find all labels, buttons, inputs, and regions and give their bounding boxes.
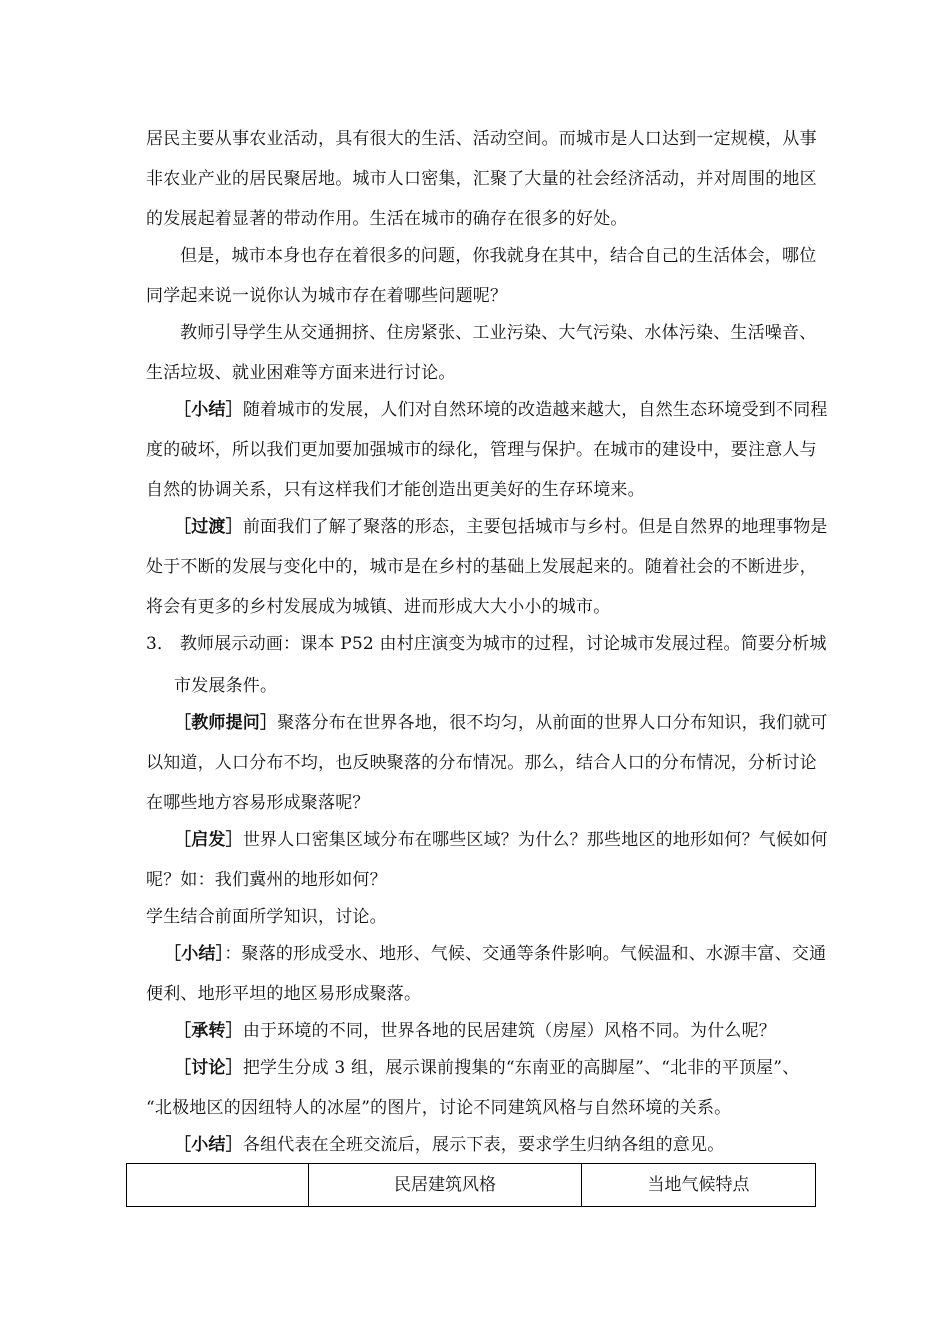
paragraph-line: 便利、地形平坦的地区易形成聚落。 <box>146 984 422 1004</box>
paragraph-line: ［小结］各组代表在全班交流后，展示下表，要求学生归纳各组的意见。 <box>174 1135 725 1155</box>
paragraph-line: 处于不断的发展与变化中的，城市是在乡村的基础上发展起来的。随着社会的不断进步， <box>146 557 817 577</box>
paragraph-line: 自然的协调关系，只有这样我们才能创造出更美好的生存环境来。 <box>146 480 645 500</box>
paragraph-line: 以知道，人口分布不均，也反映聚落的分布情况。那么，结合人口的分布情况，分析讨论 <box>146 753 817 773</box>
paragraph-line: 居民主要从事农业活动，具有很大的生活、活动空间。而城市是人口达到一定规模，从事 <box>146 129 817 149</box>
section-tag: ［小结］ <box>164 944 225 964</box>
paragraph-line: ［教师提问］聚落分布在世界各地，很不均匀，从前面的世界人口分布知识，我们就可 <box>174 713 828 733</box>
paragraph-line: 教师引导学生从交通拥挤、住房紧张、工业污染、大气污染、水体污染、生活噪音、 <box>180 323 817 343</box>
paragraph-line: 学生结合前面所学知识，讨论。 <box>146 907 387 927</box>
paragraph-line: ［过渡］前面我们了解了聚落的形态，主要包括城市与乡村。但是自然界的地理事物是 <box>174 517 828 537</box>
section-tag: ［讨论］ <box>174 1058 243 1078</box>
paragraph-line: 3． 教师展示动画：课本 P52 由村庄演变为城市的过程，讨论城市发展过程。简要分析城 <box>146 634 827 654</box>
paragraph-line: 市发展条件。 <box>174 676 278 696</box>
paragraph-line: 生活垃圾、就业困难等方面来进行讨论。 <box>146 363 456 383</box>
table-header-cell: 民居建筑风格 <box>309 1164 582 1207</box>
paragraph-line: 的发展起着显著的带动作用。生活在城市的确存在很多的好处。 <box>146 209 628 229</box>
table-header-row <box>127 1164 816 1207</box>
paragraph-line: ［启发］世界人口密集区域分布在哪些区域？为什么？那些地区的地形如何？气候如何 <box>174 830 828 850</box>
paragraph-line: 度的破坏，所以我们更加要加强城市的绿化，管理与保护。在城市的建设中，要注意人与 <box>146 440 817 460</box>
section-tag: ［承转］ <box>174 1021 243 1041</box>
paragraph-line: ［小结］：聚落的形成受水、地形、气候、交通等条件影响。气候温和、水源丰富、交通 <box>164 944 827 964</box>
table-header-cell: 当地气候特点 <box>582 1164 816 1207</box>
paragraph-line: ［讨论］把学生分成 3 组，展示课前搜集的“东南亚的高脚屋”、“北非的平顶屋”、 <box>174 1058 800 1078</box>
section-tag: ［启发］ <box>174 830 243 850</box>
section-tag: ［小结］ <box>174 400 243 420</box>
section-tag: ［过渡］ <box>174 517 243 537</box>
paragraph-line: 非农业产业的居民聚居地。城市人口密集，汇聚了大量的社会经济活动，并对周围的地区 <box>146 169 817 189</box>
paragraph-line: 将会有更多的乡村发展成为城镇、进而形成大大小小的城市。 <box>146 597 611 617</box>
section-tag: ［教师提问］ <box>174 713 278 733</box>
paragraph-line: 但是，城市本身也存在着很多的问题，你我就身在其中，结合自己的生活体会，哪位 <box>180 246 817 266</box>
section-tag: ［小结］ <box>174 1135 243 1155</box>
paragraph-line: 呢？如：我们冀州的地形如何？ <box>146 870 387 890</box>
paragraph-line: 在哪些地方容易形成聚落呢？ <box>146 793 370 813</box>
paragraph-line: ［小结］随着城市的发展，人们对自然环境的改造越来越大，自然生态环境受到不同程 <box>174 400 828 420</box>
paragraph-line: “北极地区的因纽特人的冰屋”的图片，讨论不同建筑风格与自然环境的关系。 <box>146 1098 732 1118</box>
paragraph-line: 同学起来说一说你认为城市存在着哪些问题呢？ <box>146 286 508 306</box>
dwelling-climate-table <box>126 1163 816 1207</box>
paragraph-line: ［承转］由于环境的不同，世界各地的民居建筑（房屋）风格不同。为什么呢？ <box>174 1021 777 1041</box>
table-header-cell <box>127 1164 309 1207</box>
